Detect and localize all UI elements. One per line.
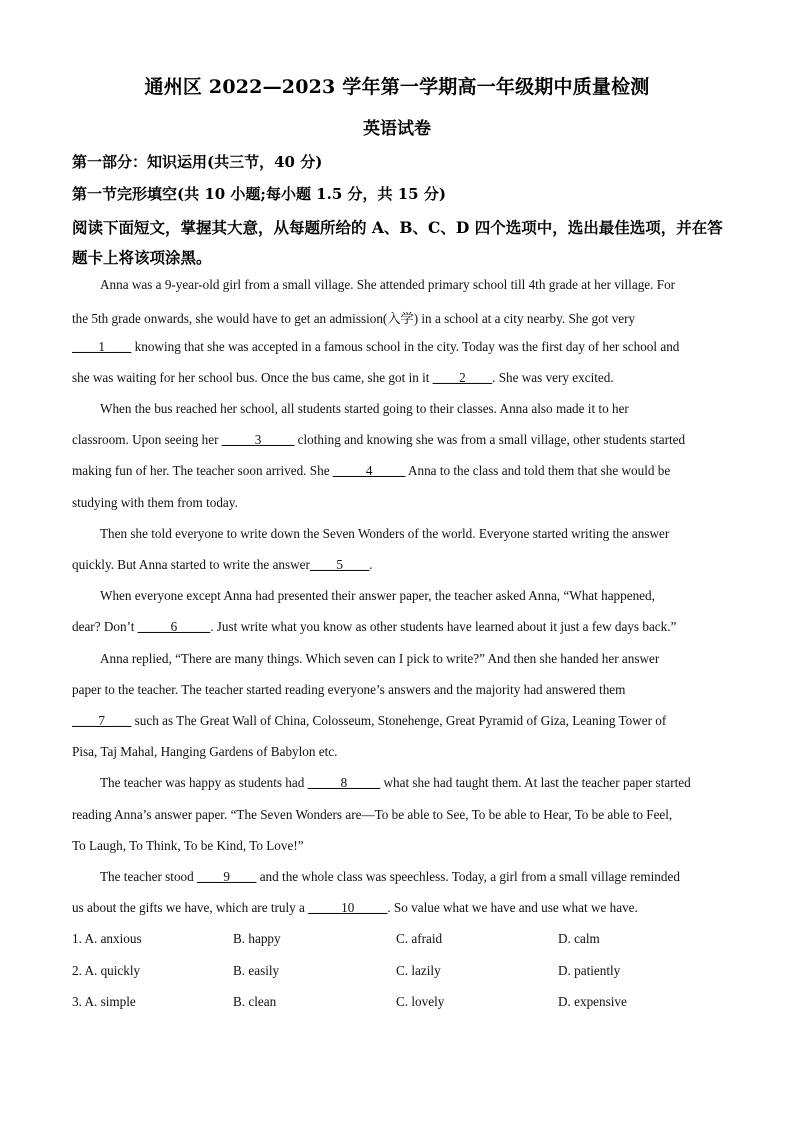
passage-text: The teacher stood <box>100 869 194 884</box>
passage-text: us about the gifts we have, which are truly a <box>72 900 305 915</box>
option-d[interactable]: D. patiently <box>558 963 621 978</box>
passage-line: When the bus reached her school, all students started going to their classes. Anna also made it to her <box>100 401 629 416</box>
passage-text: what she had taught them. At last the teacher paper started <box>383 775 691 790</box>
passage-line <box>100 775 691 791</box>
passage-line: reading Anna’s answer paper. “The Seven Wonders are—To be able to See, To be able to Hear, To be able to Feel, <box>72 807 673 822</box>
passage-text: clothing and knowing she was from a small village, other students started <box>297 432 686 447</box>
option-b[interactable]: B. easily <box>233 963 280 978</box>
exam-title: 通州区 2022—2023 学年第一学期高一年级期中质量检测 <box>144 76 650 98</box>
option-c[interactable]: C. lazily <box>396 963 441 978</box>
passage-line <box>100 869 680 885</box>
passage-line: Then she told everyone to write down the Seven Wonders of the world. Everyone started writing the answer <box>100 526 670 541</box>
blank-5: ____5____ <box>309 557 370 572</box>
option-a[interactable]: 2. A. quickly <box>72 963 141 978</box>
passage-text: . So value what we have and use what we have. <box>387 900 638 915</box>
passage-line: studying with them from today. <box>72 495 238 510</box>
passage-line: the 5th grade onwards, she would have to get an admission(入学) in a school at a city nearby. She got very <box>72 311 636 326</box>
passage-line: To Laugh, To Think, To be Kind, To Love!” <box>72 838 304 853</box>
passage-text: she was waiting for her school bus. Once the bus came, she got in it <box>72 370 430 385</box>
blank-4: _____4_____ <box>332 463 406 478</box>
option-c[interactable]: C. afraid <box>396 931 443 946</box>
section-heading: 第一节完形填空(共 10 小题;每小题 1.5 分，共 15 分) <box>72 185 446 203</box>
passage-text: dear? Don’t <box>72 619 135 634</box>
passage-line <box>72 370 614 386</box>
passage-line <box>72 432 685 448</box>
passage-text: and the whole class was speechless. Today, a girl from a small village reminded <box>259 869 680 884</box>
passage-line: Pisa, Taj Mahal, Hanging Gardens of Babylon etc. <box>72 744 338 759</box>
blank-6: _____6_____ <box>137 619 211 634</box>
passage-line <box>72 339 679 355</box>
passage-line <box>72 557 373 573</box>
passage-text: . <box>369 557 373 572</box>
passage-line <box>72 713 666 729</box>
part-heading: 第一部分：知识运用(共三节，40 分) <box>72 153 323 171</box>
blank-7: ____7____ <box>72 713 132 728</box>
passage-line <box>72 619 676 635</box>
passage-text: The teacher was happy as students had <box>100 775 305 790</box>
blank-9: ____9____ <box>197 869 257 884</box>
blank-8: _____8_____ <box>307 775 381 790</box>
blank-3: _____3_____ <box>221 432 295 447</box>
passage-text: . Just write what you know as other students have learned about it just a few days back.” <box>210 619 677 634</box>
instruction-text: 阅读下面短文，掌握其大意，从每题所给的 A、B、C、D 四个选项中，选出最佳选项，并在答题卡上将该项涂黑。 <box>72 218 723 267</box>
blank-10: _____10_____ <box>308 900 388 915</box>
passage-line: Anna replied, “There are many things. Which seven can I pick to write?” And then she handed her answer <box>100 651 660 666</box>
passage-text: such as The Great Wall of China, Colosseum, Stonehenge, Great Pyramid of Giza, Leaning Tower of <box>134 713 667 728</box>
passage-line <box>72 463 670 479</box>
passage-text: classroom. Upon seeing her <box>72 432 219 447</box>
passage-text: quickly. But Anna started to write the answer <box>72 557 310 572</box>
option-b[interactable]: B. clean <box>233 994 277 1009</box>
exam-subtitle: 英语试卷 <box>363 119 431 139</box>
passage-line: Anna was a 9-year-old girl from a small village. She attended primary school till 4th grade at her village. For <box>100 277 676 292</box>
passage-line <box>72 900 638 916</box>
blank-1: ____1____ <box>72 339 132 354</box>
passage-text: Anna to the class and told them that she would be <box>407 463 671 478</box>
option-a[interactable]: 3. A. simple <box>72 994 136 1009</box>
option-c[interactable]: C. lovely <box>396 994 445 1009</box>
passage-line: paper to the teacher. The teacher started reading everyone’s answers and the majority had answered them <box>72 682 626 697</box>
passage-line: When everyone except Anna had presented their answer paper, the teacher asked Anna, “What happened, <box>100 588 655 603</box>
blank-2: ____2____ <box>432 370 493 385</box>
option-a[interactable]: 1. A. anxious <box>72 931 142 946</box>
option-d[interactable]: D. calm <box>558 931 600 946</box>
passage-text: . She was very excited. <box>492 370 614 385</box>
passage-text: making fun of her. The teacher soon arrived. She <box>72 463 330 478</box>
passage-text: knowing that she was accepted in a famous school in the city. Today was the first day of her school and <box>134 339 680 354</box>
option-d[interactable]: D. expensive <box>558 994 627 1009</box>
option-b[interactable]: B. happy <box>233 931 281 946</box>
